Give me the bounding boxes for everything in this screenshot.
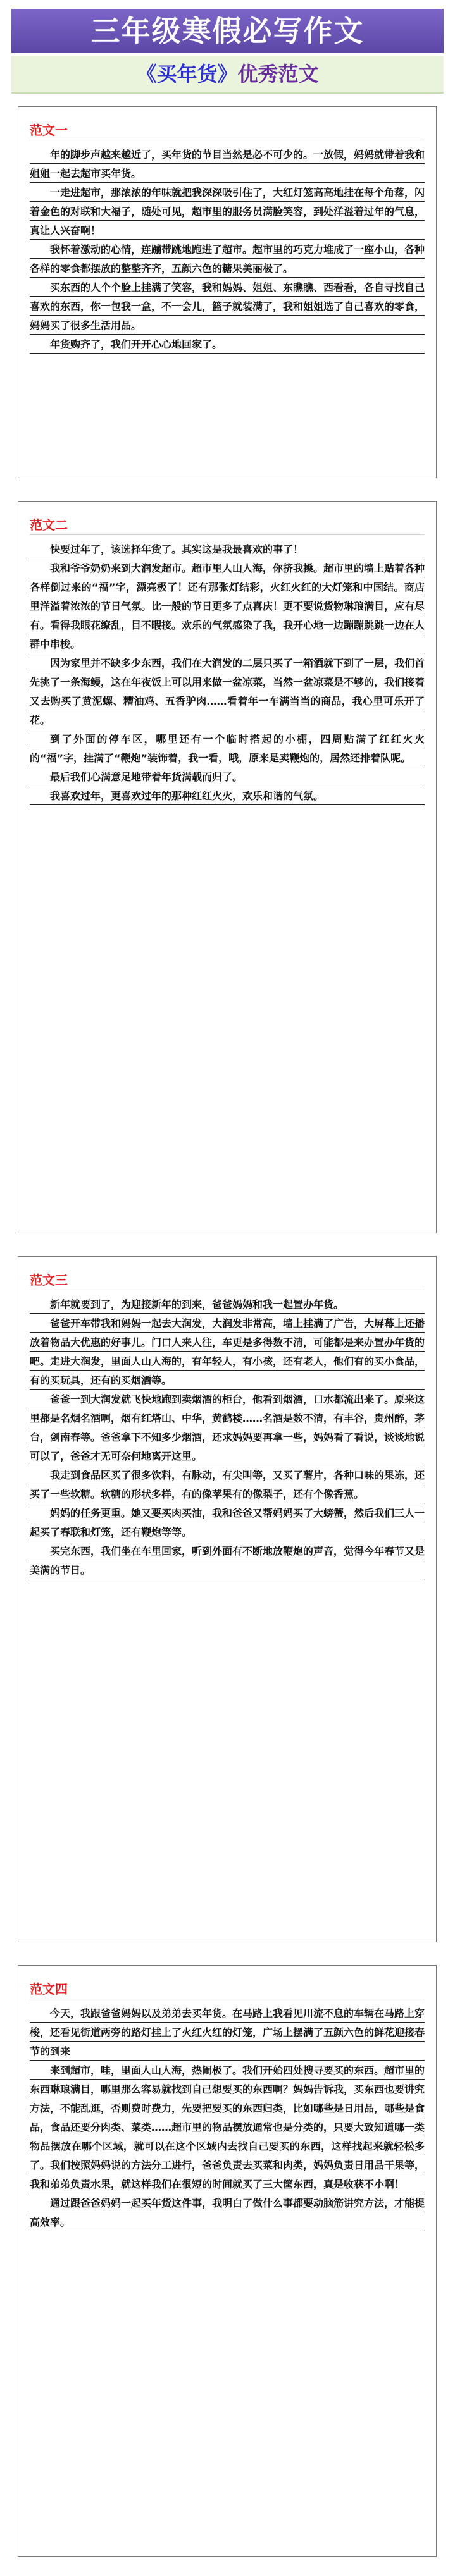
essay-label: 范文三	[30, 1271, 425, 1290]
essay-paragraph: 我和爷爷奶奶来到大润发超市。超市里人山人海，你挤我搡。超市里的墙上贴着各种各样倒过来的“福”字，漂亮极了！还有那张灯结彩，火红火红的大灯笼和中国结。商店里洋溢着浓浓的节日气氛。比一般的节日更多了点喜庆！更不要说货物琳琅满目，应有尽有。看得我眼花缭乱，目不暇接。欢乐的气氛感染了我，我开心地一边蹦蹦跳跳一边在人群中串梭。	[30, 559, 425, 654]
essay-card-2	[18, 501, 437, 1233]
essay-paragraph: 来到超市，哇，里面人山人海，热闹极了。我们开始四处搜寻要买的东西。超市里的东西琳琅满目，哪里那么容易就找到自己想要买的东西啊？妈妈告诉我，买东西也要讲究方法，不能乱逛，否则费时费力，先要把要买的东西归类，比如哪些是日用品，哪些是食品，食品还要分肉类、菜类……超市里的物品摆放通常也是分类的，只要大致知道哪一类物品摆放在哪个区域，就可以在这个区域内去找自己要买的东西，这样找起来就轻松多了。我们按照妈妈说的方法分工进行，爸爸负责去买菜和肉类，妈妈负责日用品干果等，我和弟弟负责水果，就这样我们在很短的时间就买了三大筐东西，真是收获不小啊！	[30, 2061, 425, 2194]
essay-paragraph: 我喜欢过年，更喜欢过年的那种红红火火，欢乐和谐的气氛。	[30, 787, 425, 806]
essay-paragraph: 快要过年了，该选择年货了。其实这是我最喜欢的事了！	[30, 540, 425, 559]
essay-paragraph: 年的脚步声越来越近了，买年货的节目当然是必不可少的。一放假，妈妈就带着我和姐姐一起去超市买年货。	[30, 145, 425, 183]
subtitle-book-title: 《买年货》	[136, 62, 238, 86]
essay-paragraph: 因为家里并不缺多少东西，我们在大润发的二层只买了一箱酒就下到了一层，我们首先挑了一条海鳗，这在年夜饭上可以用来做一盆凉菜，当然一盆凉菜是不够的，我们接着又去购买了黄泥螺、糟油鸡、五香驴肉……看着年一车满当当的商品，我心里可乐开了花。	[30, 654, 425, 730]
essay-label: 范文一	[30, 121, 425, 140]
essay-paragraph: 我走到食品区买了很多饮料，有脉动，有尖叫等，又买了薯片，各种口味的果冻，还买了一些软糖。软糖的形状多样，有的像苹果有的像梨子，还有个像香蕉。	[30, 1466, 425, 1504]
essay-paragraph: 最后我们心满意足地带着年货满载而归了。	[30, 768, 425, 787]
essay-card-1	[18, 106, 437, 478]
essay-paragraph: 今天，我跟爸爸妈妈以及弟弟去买年货。在马路上我看见川流不息的车辆在马路上穿梭，还看见街道两旁的路灯挂上了火红火红的灯笼，广场上摆满了五颜六色的鲜花迎接春节的到来	[30, 2004, 425, 2061]
subtitle-text: 优秀范文	[237, 62, 319, 86]
essay-card-3	[18, 1256, 437, 1942]
essay-paragraph: 爸爸一到大润发就飞快地跑到卖烟酒的柜台，他看到烟酒，口水都流出来了。原来这里都是名烟名酒啊，烟有红塔山、中华，黄鹤楼……名酒是数不清，有丰谷，贵州醉，茅台，剑南春等。爸爸拿下不知多少烟酒，还求妈妈要再拿一些，妈妈看了看说，谈谈地说可以了，爸爸才无可奈何地离开这里。	[30, 1390, 425, 1466]
essay-paragraph: 妈妈的任务更重。她又要买肉买油，我和爸爸又帮妈妈买了大螃蟹，然后我们三人一起买了春联和灯笼，还有鞭炮等等。	[30, 1504, 425, 1542]
essay-paragraph: 买完东西，我们坐在车里回家，听到外面有不断地放鞭炮的声音，觉得今年春节又是美满的节日。	[30, 1542, 425, 1580]
essay-paragraph: 年货购齐了，我们开开心心地回家了。	[30, 335, 425, 354]
page-header	[0, 0, 455, 99]
page-subtitle	[11, 56, 444, 94]
essay-paragraph: 一走进超市，那浓浓的年味就把我深深吸引住了，大红灯笼高高地挂在每个角落，闪着金色的对联和大福子，随处可见，超市里的服务员满脸笑容，到处洋溢着过年的气息，真让人兴奋啊！	[30, 183, 425, 240]
essay-card-4	[18, 1965, 437, 2557]
page-title: 三年级寒假必写作文	[11, 9, 444, 53]
essay-paragraph: 到了外面的停车区，哪里还有一个临时搭起的小棚，四周贴满了红红火火的“福”字，挂满了“鞭炮”装饰着，我一看，哦，原来是卖鞭炮的，居然还排着队呢。	[30, 730, 425, 768]
essay-label: 范文二	[30, 515, 425, 535]
essay-label: 范文四	[30, 1980, 425, 1999]
essay-paragraph: 买东西的人个个脸上挂满了笑容，我和妈妈、姐姐、东瞧瞧、西看看，各自寻找自己喜欢的东西，你一包我一盒，不一会儿，篮子就装满了，我和姐姐选了自己喜欢的零食，妈妈买了很多生活用品。	[30, 278, 425, 335]
essay-paragraph: 新年就要到了，为迎接新年的到来，爸爸妈妈和我一起置办年货。	[30, 1295, 425, 1314]
essay-paragraph: 通过跟爸爸妈妈一起买年货这件事，我明白了做什么事都要动脑筋讲究方法，才能提高效率。	[30, 2194, 425, 2232]
essay-paragraph: 我怀着激动的心情，连蹦带跳地跑进了超市。超市里的巧克力堆成了一座小山，各种各样的零食都摆放的整整齐齐，五颜六色的糖果美丽极了。	[30, 240, 425, 278]
essay-paragraph: 爸爸开车带我和妈妈一起去大润发，大润发非常高，墙上挂满了广告，大屏幕上还播放着物品大优惠的好事儿。门口人来人往，车更是多得数不清，可能都是来办置办年货的吧。走进大润发，里面人山人海的，有年轻人，有小孩，还有老人，他们有的买小食品，有的买玩具，还有的买烟酒等。	[30, 1314, 425, 1390]
